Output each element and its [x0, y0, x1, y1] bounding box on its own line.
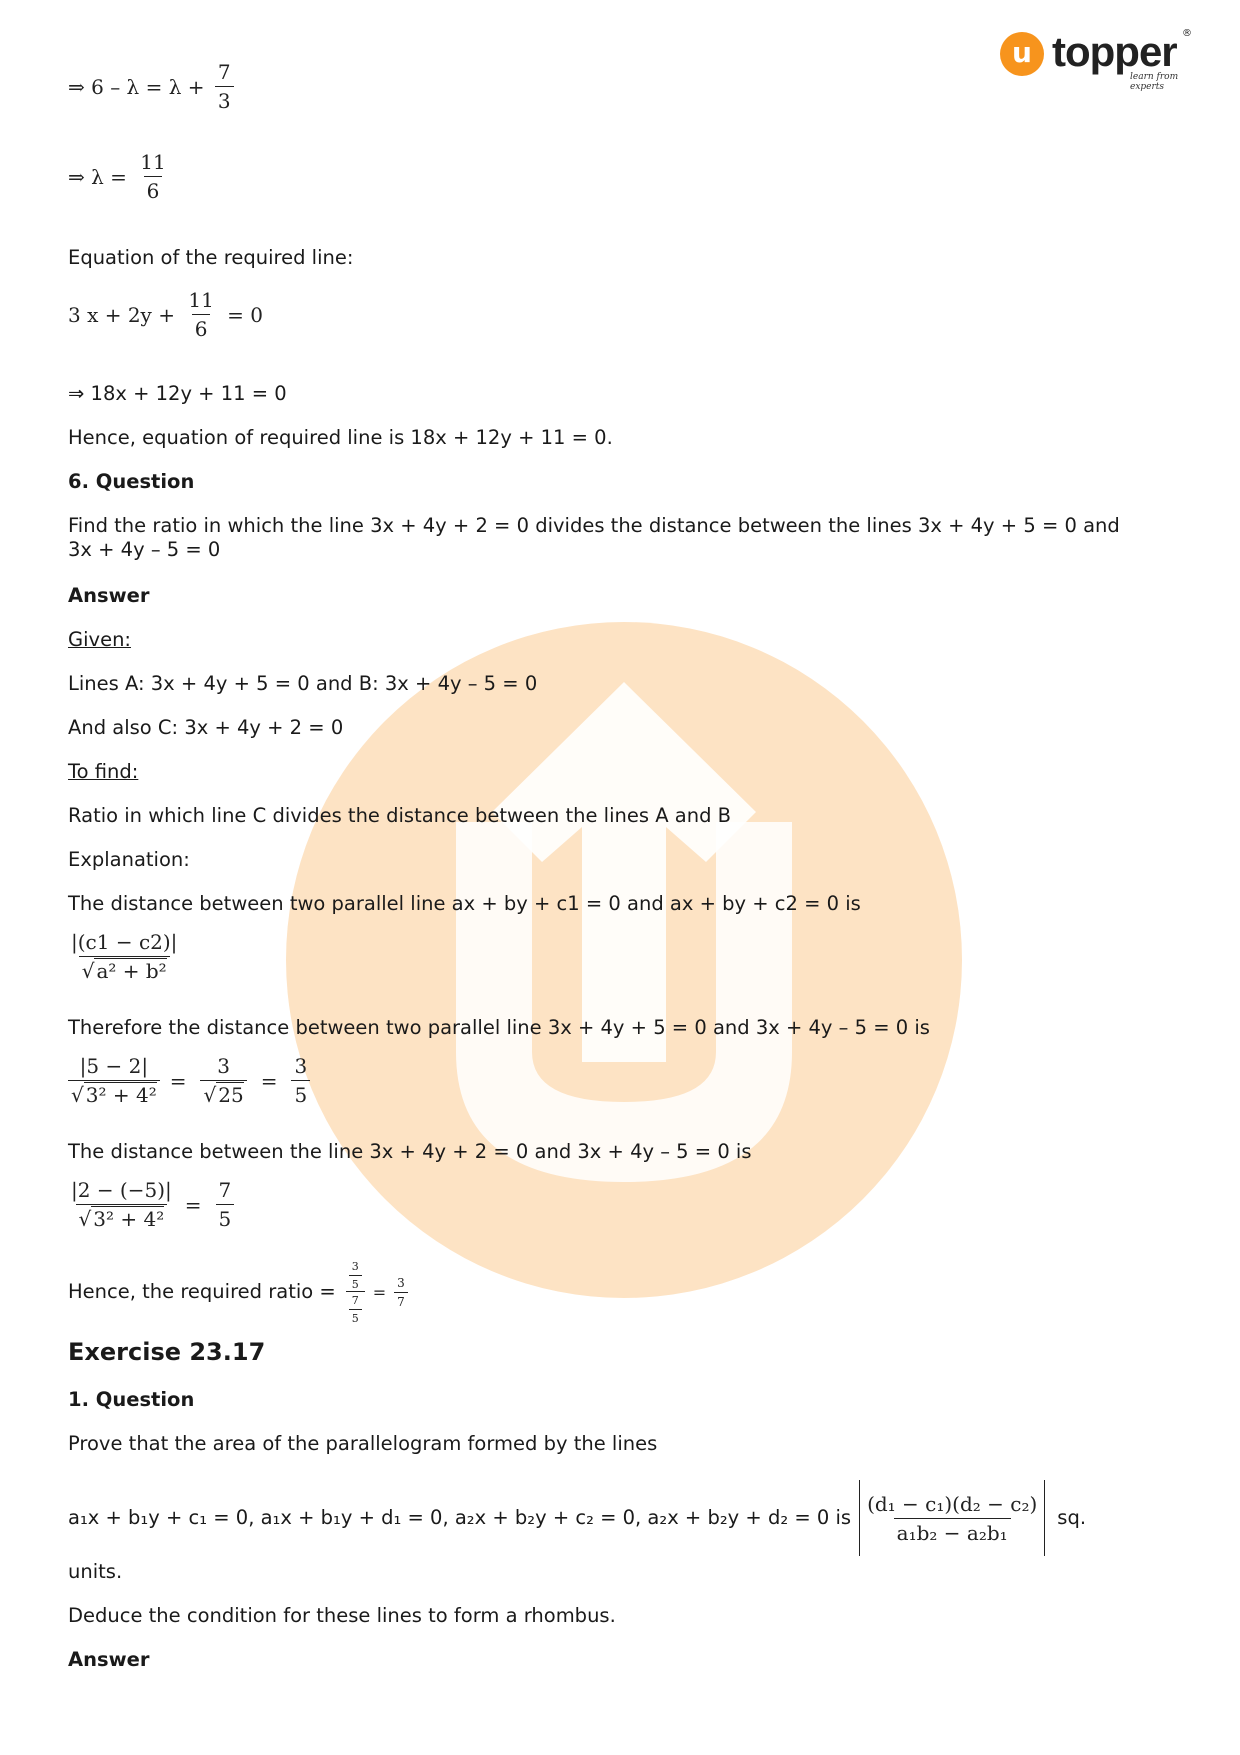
paragraph: The distance between two parallel line ax + by + c1 = 0 and ax + by + c2 = 0 is	[68, 892, 861, 915]
topper-logo[interactable]	[1000, 28, 1200, 92]
answer-heading: Answer	[68, 584, 150, 607]
paragraph: The distance between the line 3x + 4y + 2 = 0 and 3x + 4y – 5 = 0 is	[68, 1140, 752, 1163]
question-text: Find the ratio in which the line 3x + 4y + 2 = 0 divides the distance between the lines 3x + 4y + 5 = 0 and	[68, 514, 1120, 537]
formula-distance-ab: $\frac{|5 - 2|}{\text{√ 3² + 4²}}$ = $\frac{3}{√ 25}$ = $\frac{3}{5}$	[68, 1054, 314, 1107]
formula-distance: $\frac{|(c1 - c2)|}{\text{√ a² + b²}}$	[71, 930, 178, 983]
logo-u-icon: u	[1000, 32, 1044, 76]
logo-tagline: learn from experts	[1130, 72, 1179, 92]
watermark-logo	[286, 622, 962, 1298]
paragraph: Therefore the distance between two parallel line 3x + 4y + 5 = 0 and 3x + 4y – 5 = 0 is	[68, 1016, 930, 1039]
paragraph: ⇒ 18x + 12y + 11 = 0	[68, 382, 287, 405]
math-step-2: ⇒ λ = $\frac{11}{6}$	[68, 150, 166, 203]
question-text: 3x + 4y – 5 = 0	[68, 538, 221, 561]
logo-registered: ®	[1182, 28, 1192, 39]
question-heading: 6. Question	[68, 470, 195, 493]
area-determinant: $\frac{\text{(d₁ − c₁)(d₂ − c₂)}}{\text{a₁b₂ − a₂b₁}}$	[859, 1480, 1045, 1556]
equation: 3 x + 2y + $\frac{11}{6}$ = 0	[68, 288, 263, 341]
paragraph: units.	[68, 1560, 123, 1583]
paragraph: Hence, equation of required line is 18x + 12y + 11 = 0.	[68, 426, 613, 449]
paragraph: Lines A: 3x + 4y + 5 = 0 and B: 3x + 4y – 5 = 0	[68, 672, 538, 695]
paragraph: And also C: 3x + 4y + 2 = 0	[68, 716, 344, 739]
tofind-label: To find:	[68, 760, 139, 783]
question-heading: 1. Question	[68, 1388, 195, 1411]
paragraph: Explanation:	[68, 848, 190, 871]
given-label: Given:	[68, 628, 131, 651]
math-step-1: ⇒ 6 – λ = λ + $\frac{7}{3}$	[68, 60, 238, 113]
logo-brand: topper	[1052, 28, 1177, 75]
formula-distance-cb: $\frac{|2 - (-5)|}{\text{√ 3² + 4²}}$ = $\frac{7}{5}$	[68, 1178, 238, 1231]
answer-heading: Answer	[68, 1648, 150, 1671]
paragraph: Equation of the required line:	[68, 246, 354, 269]
question-lines-with-determinant: a₁x + b₁y + c₁ = 0, a₁x + b₁y + d₁ = 0, a₂x + b₂y + c₂ = 0, a₂x + b₂y + d₂ = 0 is $\frac{\text{(d₁ − c₁)(d₂ − c₂)}}{\text{a₁b₂ − a₂b₁}}$ sq.	[68, 1478, 1086, 1558]
ratio-result: Hence, the required ratio = $\frac{\frac{3}{5}}{\frac{7}{5}}$ = $\frac{3}{7}$	[68, 1262, 408, 1322]
paragraph: Ratio in which line C divides the distance between the lines A and B	[68, 804, 732, 827]
paragraph: Deduce the condition for these lines to form a rhombus.	[68, 1604, 616, 1627]
paragraph: Hence, the required ratio =	[68, 1280, 336, 1303]
exercise-heading: Exercise 23.17	[68, 1338, 266, 1366]
question-text: Prove that the area of the parallelogram formed by the lines	[68, 1432, 658, 1455]
